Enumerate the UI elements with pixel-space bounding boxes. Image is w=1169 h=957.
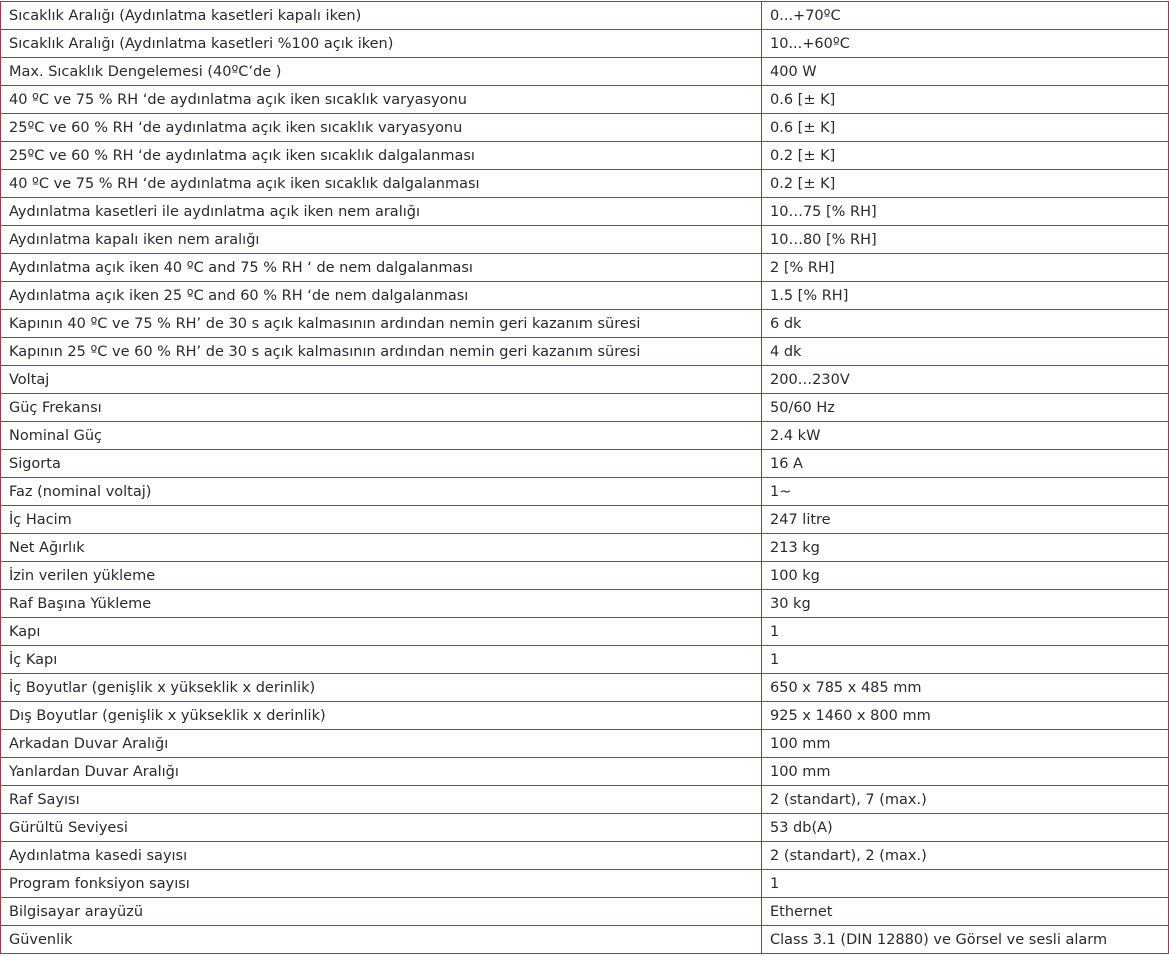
spec-value-cell: 53 db(A) xyxy=(762,814,1169,842)
table-row xyxy=(1,114,1169,142)
spec-value-cell: 400 W xyxy=(762,58,1169,86)
table-row xyxy=(1,2,1169,30)
table-row xyxy=(1,926,1169,954)
spec-label-cell: Sıcaklık Aralığı (Aydınlatma kasetleri %100 açık iken) xyxy=(1,30,762,58)
spec-label-cell: Voltaj xyxy=(1,366,762,394)
spec-value-cell: Class 3.1 (DIN 12880) ve Görsel ve sesli alarm xyxy=(762,926,1169,954)
table-row xyxy=(1,674,1169,702)
spec-label-cell: Net Ağırlık xyxy=(1,534,762,562)
table-row xyxy=(1,786,1169,814)
spec-value-cell: 2 [% RH] xyxy=(762,254,1169,282)
spec-value-cell: 247 litre xyxy=(762,506,1169,534)
spec-label-cell: İç Hacim xyxy=(1,506,762,534)
spec-value-cell: 1 xyxy=(762,646,1169,674)
table-row xyxy=(1,534,1169,562)
table-row xyxy=(1,478,1169,506)
table-row xyxy=(1,86,1169,114)
spec-label-cell: 25ºC ve 60 % RH ‘de aydınlatma açık iken sıcaklık dalgalanması xyxy=(1,142,762,170)
spec-value-cell: 2 (standart), 2 (max.) xyxy=(762,842,1169,870)
spec-label-cell: Aydınlatma açık iken 40 ºC and 75 % RH ‘ de nem dalgalanması xyxy=(1,254,762,282)
spec-value-cell: 0...+70ºC xyxy=(762,2,1169,30)
spec-value-cell: 100 kg xyxy=(762,562,1169,590)
spec-label-cell: 40 ºC ve 75 % RH ‘de aydınlatma açık iken sıcaklık dalgalanması xyxy=(1,170,762,198)
spec-label-cell: Raf Sayısı xyxy=(1,786,762,814)
spec-value-cell: 100 mm xyxy=(762,758,1169,786)
spec-label-cell: Kapının 25 ºC ve 60 % RH’ de 30 s açık kalmasının ardından nemin geri kazanım süresi xyxy=(1,338,762,366)
spec-label-cell: Program fonksiyon sayısı xyxy=(1,870,762,898)
table-row xyxy=(1,226,1169,254)
spec-label-cell: Kapının 40 ºC ve 75 % RH’ de 30 s açık kalmasının ardından nemin geri kazanım süresi xyxy=(1,310,762,338)
table-row xyxy=(1,814,1169,842)
spec-label-cell: İç Boyutlar (genişlik x yükseklik x derinlik) xyxy=(1,674,762,702)
table-row xyxy=(1,142,1169,170)
spec-value-cell: 6 dk xyxy=(762,310,1169,338)
table-row xyxy=(1,58,1169,86)
table-row xyxy=(1,170,1169,198)
spec-label-cell: Faz (nominal voltaj) xyxy=(1,478,762,506)
table-row xyxy=(1,618,1169,646)
spec-value-cell: Ethernet xyxy=(762,898,1169,926)
spec-value-cell: 213 kg xyxy=(762,534,1169,562)
spec-label-cell: Gürültü Seviyesi xyxy=(1,814,762,842)
spec-value-cell: 10…80 [% RH] xyxy=(762,226,1169,254)
spec-value-cell: 1 xyxy=(762,618,1169,646)
spec-label-cell: Dış Boyutlar (genişlik x yükseklik x derinlik) xyxy=(1,702,762,730)
spec-label-cell: İç Kapı xyxy=(1,646,762,674)
spec-value-cell: 10...+60ºC xyxy=(762,30,1169,58)
spec-value-cell: 2 (standart), 7 (max.) xyxy=(762,786,1169,814)
spec-value-cell: 0.2 [± K] xyxy=(762,170,1169,198)
spec-label-cell: Güç Frekansı xyxy=(1,394,762,422)
spec-label-cell: Yanlardan Duvar Aralığı xyxy=(1,758,762,786)
spec-label-cell: Bilgisayar arayüzü xyxy=(1,898,762,926)
spec-value-cell: 16 A xyxy=(762,450,1169,478)
table-row xyxy=(1,506,1169,534)
spec-value-cell: 1~ xyxy=(762,478,1169,506)
table-row xyxy=(1,702,1169,730)
spec-table xyxy=(0,1,1169,954)
spec-label-cell: İzin verilen yükleme xyxy=(1,562,762,590)
spec-label-cell: Kapı xyxy=(1,618,762,646)
spec-label-cell: 40 ºC ve 75 % RH ‘de aydınlatma açık iken sıcaklık varyasyonu xyxy=(1,86,762,114)
spec-value-cell: 200…230V xyxy=(762,366,1169,394)
spec-value-cell: 4 dk xyxy=(762,338,1169,366)
table-row xyxy=(1,254,1169,282)
table-row xyxy=(1,758,1169,786)
spec-value-cell: 0.2 [± K] xyxy=(762,142,1169,170)
spec-value-cell: 0.6 [± K] xyxy=(762,86,1169,114)
spec-label-cell: 25ºC ve 60 % RH ‘de aydınlatma açık iken sıcaklık varyasyonu xyxy=(1,114,762,142)
spec-value-cell: 1.5 [% RH] xyxy=(762,282,1169,310)
spec-value-cell: 1 xyxy=(762,870,1169,898)
spec-label-cell: Aydınlatma kasedi sayısı xyxy=(1,842,762,870)
spec-label-cell: Max. Sıcaklık Dengelemesi (40ºC’de ) xyxy=(1,58,762,86)
table-row xyxy=(1,282,1169,310)
spec-value-cell: 30 kg xyxy=(762,590,1169,618)
table-row xyxy=(1,394,1169,422)
table-row xyxy=(1,646,1169,674)
table-row xyxy=(1,730,1169,758)
spec-value-cell: 0.6 [± K] xyxy=(762,114,1169,142)
spec-value-cell: 925 x 1460 x 800 mm xyxy=(762,702,1169,730)
table-row xyxy=(1,898,1169,926)
spec-label-cell: Arkadan Duvar Aralığı xyxy=(1,730,762,758)
spec-label-cell: Güvenlik xyxy=(1,926,762,954)
table-row xyxy=(1,338,1169,366)
table-row xyxy=(1,422,1169,450)
spec-value-cell: 2.4 kW xyxy=(762,422,1169,450)
spec-label-cell: Aydınlatma kapalı iken nem aralığı xyxy=(1,226,762,254)
spec-table-body xyxy=(1,2,1169,954)
spec-label-cell: Aydınlatma açık iken 25 ºC and 60 % RH ‘de nem dalgalanması xyxy=(1,282,762,310)
spec-value-cell: 100 mm xyxy=(762,730,1169,758)
table-row xyxy=(1,30,1169,58)
spec-value-cell: 50/60 Hz xyxy=(762,394,1169,422)
spec-value-cell: 10…75 [% RH] xyxy=(762,198,1169,226)
table-row xyxy=(1,310,1169,338)
table-row xyxy=(1,590,1169,618)
spec-value-cell: 650 x 785 x 485 mm xyxy=(762,674,1169,702)
table-row xyxy=(1,450,1169,478)
spec-label-cell: Sıcaklık Aralığı (Aydınlatma kasetleri kapalı iken) xyxy=(1,2,762,30)
spec-label-cell: Raf Başına Yükleme xyxy=(1,590,762,618)
table-row xyxy=(1,562,1169,590)
spec-label-cell: Sigorta xyxy=(1,450,762,478)
table-row xyxy=(1,842,1169,870)
table-row xyxy=(1,870,1169,898)
table-row xyxy=(1,366,1169,394)
table-row xyxy=(1,198,1169,226)
spec-label-cell: Aydınlatma kasetleri ile aydınlatma açık iken nem aralığı xyxy=(1,198,762,226)
spec-label-cell: Nominal Güç xyxy=(1,422,762,450)
